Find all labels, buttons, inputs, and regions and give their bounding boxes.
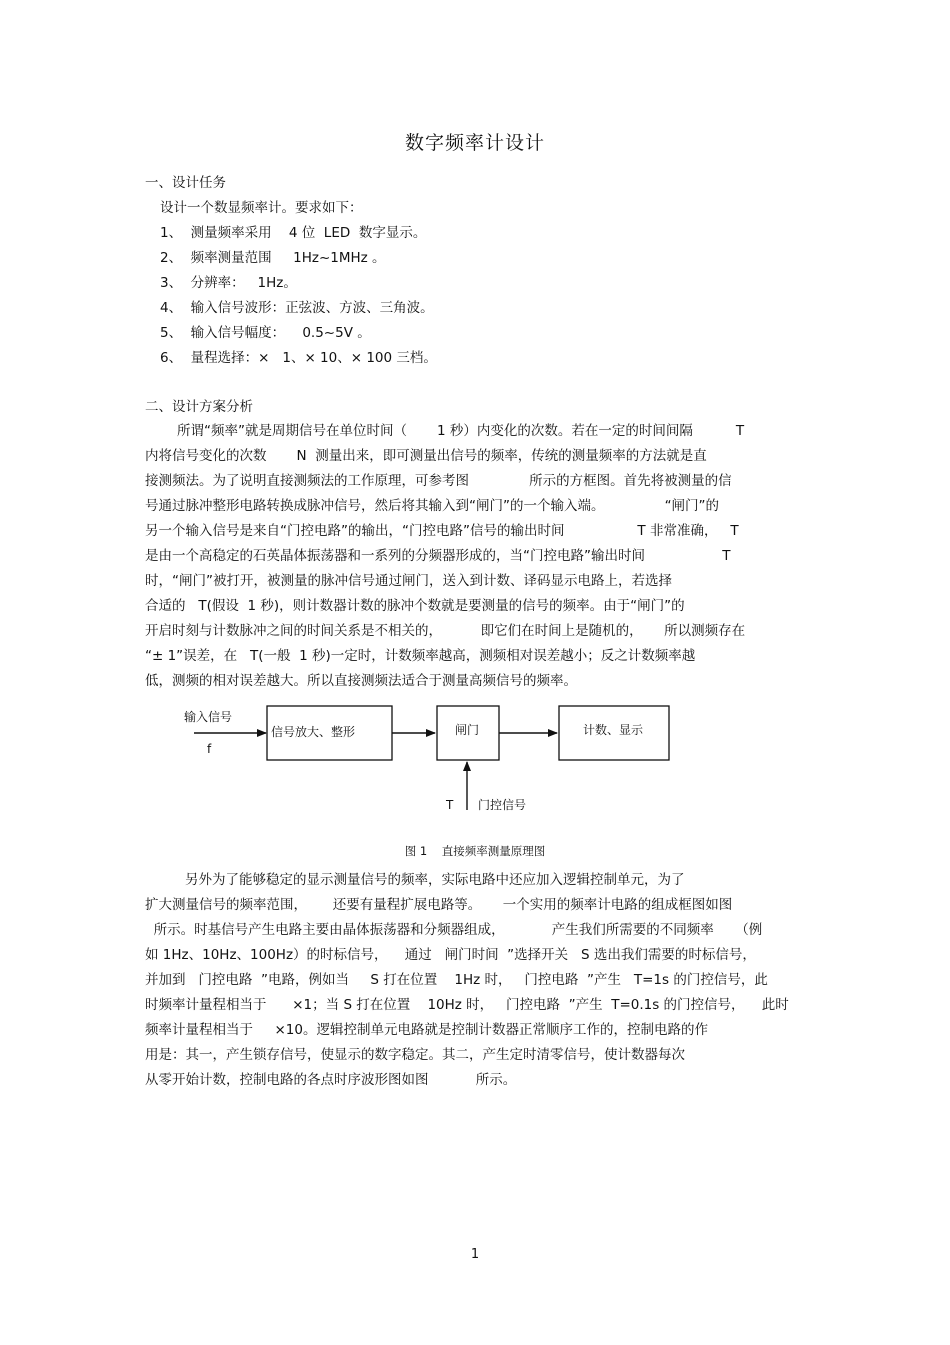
input-symbol: f: [207, 742, 212, 756]
section1-intro: 设计一个数显频率计。要求如下：: [160, 200, 363, 216]
paragraph-line: 时频率计量程相当于 ×1；当 S 打在位置 10Hz 时， 门控电路 ”产生 T=0.1s 的门控信号， 此时: [145, 997, 789, 1013]
page-title: 数字频率计设计: [404, 132, 545, 154]
paragraph-line: 接测频法。为了说明直接测频法的工作原理，可参考图 所示的方框图。首先将被测量的信: [145, 473, 732, 489]
input-label: 输入信号: [184, 710, 233, 724]
counter-display-label: 计数、显示: [583, 723, 644, 737]
paragraph-line: 并加到 门控电路 ”电路，例如当 S 打在位置 1Hz 时， 门控电路 ”产生 T=1s 的门控信号，此: [145, 972, 768, 988]
paragraph-line: 内将信号变化的次数 N 测量出来，即可测量出信号的频率，传统的测量频率的方法就是直: [145, 448, 707, 464]
paragraph-line: 另外为了能够稳定的显示测量信号的频率，实际电路中还应加入逻辑控制单元，为了: [185, 872, 685, 888]
paragraph-line: 从零开始计数，控制电路的各点时序波形图如图 所示。: [145, 1072, 517, 1088]
paragraph-line: 时，“闸门”被打开，被测量的脉冲信号通过闸门，送入到计数、译码显示电路上，若选择: [145, 573, 672, 589]
paragraph-line: 所谓“频率”就是周期信号在单位时间（ 1 秒）内变化的次数。若在一定的时间间隔 T: [177, 423, 745, 439]
amplifier-label: 信号放大、整形: [271, 725, 356, 739]
paragraph-line: “± 1”误差，在 T(一般 1 秒)一定时，计数频率越高，测频相对误差越小；反之计数频率越: [145, 648, 696, 664]
paragraph-line: 如 1Hz、10Hz、100Hz）的时标信号， 通过 闸门时间 ”选择开关 S 选出我们需要的时标信号，: [145, 947, 756, 963]
requirement-item: 1、 测量频率采用 4 位 LED 数字显示。: [160, 225, 427, 241]
paragraph-line: 是由一个高稳定的石英晶体振荡器和一系列的分频器形成的，当“门控电路”输出时间 T: [145, 548, 731, 564]
figure-caption: 图 1 直接频率测量原理图: [404, 844, 546, 858]
paragraph-line: 低，测频的相对误差越大。所以直接测频法适合于测量高频信号的频率。: [145, 673, 577, 689]
paragraph-line: 频率计量程相当于 ×10。逻辑控制单元电路就是控制计数器正常顺序工作的，控制电路的作: [145, 1022, 708, 1038]
block-diagram: [160, 695, 720, 825]
section1-heading: 一、设计任务: [145, 175, 226, 191]
gate-time-symbol: T: [446, 798, 454, 812]
gate-label: 闸门: [455, 723, 480, 737]
requirement-item: 6、 量程选择：× 1、× 10、× 100 三档。: [160, 350, 437, 366]
requirement-item: 2、 频率测量范围 1Hz~1MHz 。: [160, 250, 386, 266]
section2-heading: 二、设计方案分析: [145, 399, 253, 415]
paragraph-line: 所示。时基信号产生电路主要由晶体振荡器和分频器组成， 产生我们所需要的不同频率 （例: [145, 922, 763, 938]
paragraph-line: 用是：其一，产生锁存信号，使显示的数字稳定。其二，产生定时清零信号，使计数器每次: [145, 1047, 685, 1063]
gate-control-label: 门控信号: [478, 798, 527, 812]
requirement-item: 3、 分辨率： 1Hz。: [160, 275, 297, 291]
page-number: 1: [470, 1247, 480, 1262]
paragraph-line: 合适的 T(假设 1 秒)，则计数器计数的脉冲个数就是要测量的信号的频率。由于“闸门”的: [145, 598, 685, 614]
paragraph-line: 开启时刻与计数脉冲之间的时间关系是不相关的， 即它们在时间上是随机的， 所以测频存在: [145, 623, 746, 639]
requirement-item: 5、 输入信号幅度： 0.5~5V 。: [160, 325, 371, 341]
paragraph-line: 号通过脉冲整形电路转换成脉冲信号，然后将其输入到“闸门”的一个输入端。 “闸门”的: [145, 498, 720, 514]
paragraph-line: 另一个输入信号是来自“门控电路”的输出，“门控电路”信号的输出时间 T 非常准确， T: [145, 523, 739, 539]
requirement-item: 4、 输入信号波形：正弦波、方波、三角波。: [160, 300, 434, 316]
paragraph-line: 扩大测量信号的频率范围， 还要有量程扩展电路等。 一个实用的频率计电路的组成框图如图: [145, 897, 733, 913]
